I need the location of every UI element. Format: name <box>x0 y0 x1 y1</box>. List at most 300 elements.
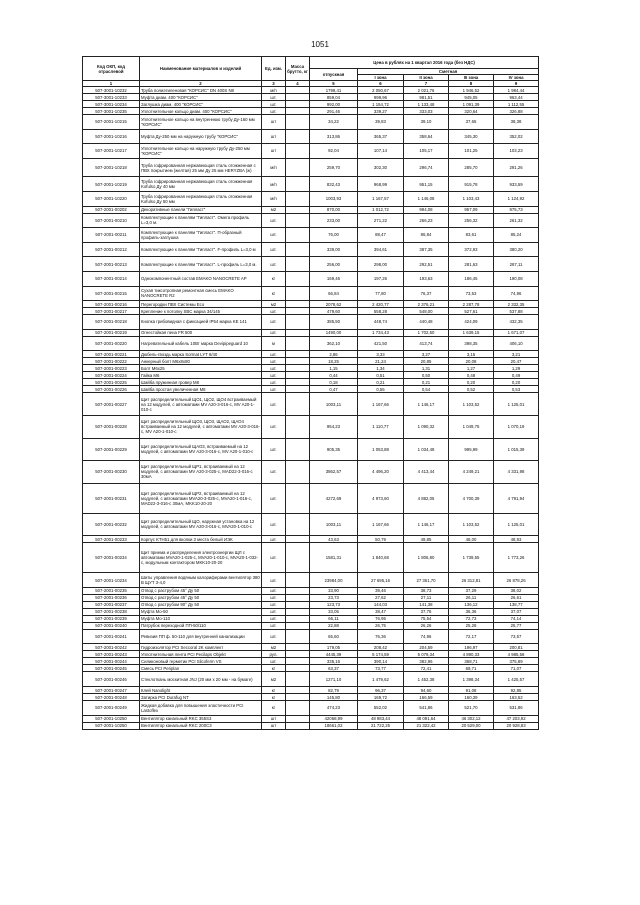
release-price-cell: 859,04 <box>310 94 358 101</box>
item-name-cell: Щит распределительный ЩР2, встраиваемый на 12 модулей, с автоматами MVA20-3-025-с, MVA20-1-016-с, MAD22-3-016-с 30мA, MKK10-20-20 <box>140 483 262 513</box>
zone-3-price-cell: 1 049,75 <box>449 415 494 438</box>
zone-4-price-cell: 26 878,26 <box>494 573 539 588</box>
zone-4-price-cell: 47 203,92 <box>494 715 539 722</box>
item-name-cell: Отвод с раструбом 45° Ду 50 <box>140 594 262 601</box>
zone-3-price-cell: 83,61 <box>449 228 494 243</box>
zone-2-price-cell: 440,48 <box>404 315 449 330</box>
zone-1-price-cell: 76,36 <box>358 629 404 644</box>
item-unit-cell: шт <box>262 722 286 729</box>
table-row <box>83 144 539 159</box>
zone-1-price-cell: 365,37 <box>358 129 404 144</box>
zone-1-price-cell: 77,80 <box>358 286 404 301</box>
item-name-cell: Комплектующие к панелям "Гипласт". F-профиль L=3,0 м <box>140 242 262 257</box>
item-name-cell: Муфта Ду-250 мм на наружную трубу "КОРСИС" <box>140 129 262 144</box>
item-code-cell: 507-2001-00210 <box>83 213 140 228</box>
item-unit-cell: м/п <box>262 158 286 177</box>
item-unit-cell: рул. <box>262 651 286 658</box>
release-price-cell: 65,60 <box>310 629 358 644</box>
item-name-cell: Шайба простая увеличенная M8 <box>140 386 262 393</box>
zone-4-price-cell: 1 124,92 <box>494 191 539 206</box>
table-row <box>83 115 539 130</box>
zone-3-price-cell: 372,93 <box>449 242 494 257</box>
item-mass-cell <box>286 308 310 315</box>
item-name-cell: Муфта диам. 400 "КОРСИС" <box>140 94 262 101</box>
item-name-cell: Гидроизолятор PCI Seccoral 2K комплект <box>140 644 262 651</box>
item-unit-cell: шт. <box>262 615 286 622</box>
item-mass-cell <box>286 438 310 461</box>
zone-3-price-cell: 1 103,43 <box>449 191 494 206</box>
item-unit-cell: шт <box>262 129 286 144</box>
zone-4-price-cell: 291,26 <box>494 158 539 177</box>
zone-2-price-cell: 541,86 <box>404 701 449 716</box>
zone-3-price-cell: 1 946,52 <box>449 87 494 94</box>
zone-1-price-cell: 27,62 <box>358 594 404 601</box>
item-mass-cell <box>286 594 310 601</box>
zone-2-price-cell: 548,00 <box>404 308 449 315</box>
table-row <box>83 573 539 588</box>
zone-3-price-cell: 196,97 <box>449 644 494 651</box>
item-unit-cell: шт. <box>262 213 286 228</box>
release-price-cell: 18,25 <box>310 358 358 365</box>
zone-4-price-cell: 85,24 <box>494 228 539 243</box>
zone-4-price-cell: 4 985,58 <box>494 651 539 658</box>
item-code-cell: 507-2001-10219 <box>83 177 140 192</box>
zone-2-price-cell: 5 079,34 <box>404 651 449 658</box>
item-name-cell: Кнопка грибовидная с фиксацией IP54 марка KE 141 <box>140 315 262 330</box>
item-name-cell: Щит распределительный ЩАО3, встраиваемый на 12 модулей, с автоматами MV A20-3-016-с, MV A20-1-010-с <box>140 438 262 461</box>
zone-3-price-cell: 398,35 <box>449 336 494 351</box>
item-unit-cell: м2 <box>262 301 286 308</box>
zone-1-price-cell: 4 973,60 <box>358 483 404 513</box>
item-name-cell: Анкерный болт M6x8x80 <box>140 358 262 365</box>
release-price-cell: 1003,11 <box>310 513 358 536</box>
item-name-cell: Однокомпонентный состав EMAKO NANOCRETE AP <box>140 271 262 286</box>
zone-3-price-cell: 368,71 <box>449 658 494 665</box>
item-unit-cell: шт. <box>262 461 286 484</box>
zone-4-price-cell: 1 671,07 <box>494 329 539 336</box>
table-row <box>83 701 539 716</box>
zone-2-price-cell: 1,31 <box>404 365 449 372</box>
zone-1-price-cell: 21,24 <box>358 358 404 365</box>
zone-3-price-cell: 4 249,21 <box>449 461 494 484</box>
item-name-cell: Муфта Мо-110 <box>140 615 262 622</box>
zone-2-price-cell: 166,59 <box>404 694 449 701</box>
item-unit-cell: шт. <box>262 608 286 615</box>
zone-2-price-cell: 49,85 <box>404 536 449 543</box>
item-code-cell: 507-3001-10235 <box>83 108 140 115</box>
zone-4-price-cell: 190,08 <box>494 271 539 286</box>
item-mass-cell <box>286 651 310 658</box>
zone-1-price-cell: 208,42 <box>358 644 404 651</box>
item-code-cell: 507-2001-00225 <box>83 379 140 386</box>
item-code-cell: 507-2001-00237 <box>83 601 140 608</box>
zone-1-price-cell: 1 053,88 <box>358 438 404 461</box>
table-row <box>83 242 539 257</box>
zone-2-price-cell: 39,10 <box>404 115 449 130</box>
item-mass-cell <box>286 658 310 665</box>
zone-3-price-cell: 1 103,52 <box>449 393 494 416</box>
item-unit-cell: шт. <box>262 629 286 644</box>
release-price-cell: 992,00 <box>310 101 358 108</box>
zone-2-price-cell: 266,23 <box>404 213 449 228</box>
zone-4-price-cell: 287,11 <box>494 257 539 272</box>
item-unit-cell: шт. <box>262 415 286 438</box>
table-row <box>83 587 539 594</box>
zone-1-price-cell: 1 167,66 <box>358 393 404 416</box>
zone-4-price-cell: 1 125,01 <box>494 513 539 536</box>
table-row <box>83 336 539 351</box>
zone-2-price-cell: 2 376,21 <box>404 301 449 308</box>
release-price-cell: 335,16 <box>310 658 358 665</box>
zone-2-price-cell: 86,84 <box>404 228 449 243</box>
zone-3-price-cell: 2 287,78 <box>449 301 494 308</box>
table-row <box>83 213 539 228</box>
item-code-cell: 507-2001-00219 <box>83 329 140 336</box>
table-row <box>83 315 539 330</box>
item-mass-cell <box>286 351 310 358</box>
item-mass-cell <box>286 242 310 257</box>
item-unit-cell: кг <box>262 687 286 694</box>
item-unit-cell: м <box>262 336 286 351</box>
zone-1-price-cell: 1 154,72 <box>358 101 404 108</box>
item-unit-cell: шт. <box>262 601 286 608</box>
item-name-cell: Шайба пружинная гровер M8 <box>140 379 262 386</box>
zone-2-price-cell: 382,96 <box>404 658 449 665</box>
zone-3-price-cell: 3,15 <box>449 351 494 358</box>
item-mass-cell <box>286 415 310 438</box>
item-mass-cell <box>286 701 310 716</box>
item-mass-cell <box>286 213 310 228</box>
zone-2-price-cell: 75,54 <box>404 615 449 622</box>
page-number: 1051 <box>311 40 329 49</box>
release-price-cell: 905,35 <box>310 438 358 461</box>
item-code-cell: 507-2001-00234 <box>83 543 140 573</box>
zone-4-price-cell: 352,02 <box>494 129 539 144</box>
zone-1-price-cell: 1 840,68 <box>358 543 404 573</box>
table-row <box>83 543 539 573</box>
item-code-cell: 507-2001-00221 <box>83 351 140 358</box>
item-mass-cell <box>286 461 310 484</box>
item-unit-cell: шт. <box>262 308 286 315</box>
zone-2-price-cell: 413,74 <box>404 336 449 351</box>
zone-1-price-cell: 999,96 <box>358 94 404 101</box>
zone-4-price-cell: 933,59 <box>494 177 539 192</box>
table-row <box>83 629 539 644</box>
zone-1-price-cell: 1 167,57 <box>358 191 404 206</box>
zone-2-price-cell: 2 021,76 <box>404 87 449 94</box>
table-row <box>83 483 539 513</box>
zone-3-price-cell: 46 302,12 <box>449 715 494 722</box>
item-unit-cell: м2 <box>262 206 286 213</box>
item-name-cell: Дюбель-гвоздь марка Sormat LYT 8/40 <box>140 351 262 358</box>
table-row <box>83 601 539 608</box>
zone-2-price-cell: 105,17 <box>404 144 449 159</box>
release-price-cell: 0,47 <box>310 386 358 393</box>
item-code-cell: 507-2001-00238 <box>83 608 140 615</box>
zone-3-price-cell: 91,08 <box>449 687 494 694</box>
item-unit-cell: м/п <box>262 177 286 192</box>
item-name-cell: Силиконовый герметик PCI Silcoferm VS <box>140 658 262 665</box>
table-row <box>83 271 539 286</box>
item-mass-cell <box>286 722 310 729</box>
column-index-cell: 4 <box>286 81 310 87</box>
release-price-cell: 1003,11 <box>310 393 358 416</box>
zone-3-price-cell: 1 398,34 <box>449 672 494 687</box>
zone-4-price-cell: 163,52 <box>494 694 539 701</box>
release-price-cell: 43,63 <box>310 536 358 543</box>
item-mass-cell <box>286 271 310 286</box>
zone-3-price-cell: 281,63 <box>449 257 494 272</box>
zone-2-price-cell: 76,37 <box>404 286 449 301</box>
item-mass-cell <box>286 228 310 243</box>
item-unit-cell: шт <box>262 715 286 722</box>
item-mass-cell <box>286 587 310 594</box>
zone-1-price-cell: 39,46 <box>358 587 404 594</box>
zone-4-price-cell: 200,81 <box>494 644 539 651</box>
zone-2-price-cell: 141,38 <box>404 601 449 608</box>
release-price-cell: 33,05 <box>310 608 358 615</box>
item-name-cell: Смесь PCI Periplan <box>140 665 262 672</box>
zone-4-price-cell: 138,77 <box>494 601 539 608</box>
header-zone-4: IV зона <box>494 75 539 81</box>
column-index-cell: 6 <box>358 81 404 87</box>
item-unit-cell: шт. <box>262 358 286 365</box>
zone-1-price-cell: 169,72 <box>358 694 404 701</box>
zone-3-price-cell: 26,11 <box>449 594 494 601</box>
item-code-cell: 507-2001-00214 <box>83 271 140 286</box>
item-name-cell: Комплектующие к панелям "Гипласт". П-образный профиль-заглушка <box>140 228 262 243</box>
item-unit-cell: кг <box>262 286 286 301</box>
zone-2-price-cell: 27,11 <box>404 594 449 601</box>
item-code-cell: 507-2001-00232 <box>83 513 140 536</box>
item-name-cell: Отвод с раструбом 45° Ду 50 <box>140 587 262 594</box>
item-name-cell: Крепление к потолку SBC марка 34/145 <box>140 308 262 315</box>
item-mass-cell <box>286 108 310 115</box>
zone-3-price-cell: 945,05 <box>449 94 494 101</box>
item-unit-cell: шт. <box>262 379 286 386</box>
zone-4-price-cell: 326,88 <box>494 108 539 115</box>
zone-2-price-cell: 27 361,70 <box>404 573 449 588</box>
item-mass-cell <box>286 129 310 144</box>
table-row <box>83 393 539 416</box>
item-code-cell: 507-2001-00241 <box>83 629 140 644</box>
zone-2-price-cell: 1 146,08 <box>404 191 449 206</box>
zone-1-price-cell: 552,02 <box>358 701 404 716</box>
zone-2-price-cell: 37,76 <box>404 608 449 615</box>
zone-1-price-cell: 1 479,62 <box>358 672 404 687</box>
zone-1-price-cell: 48 983,44 <box>358 715 404 722</box>
item-mass-cell <box>286 483 310 513</box>
release-price-cell: 4445,39 <box>310 651 358 658</box>
column-index-cell: 7 <box>404 81 449 87</box>
zone-1-price-cell: 1 167,66 <box>358 513 404 536</box>
zone-1-price-cell: 197,26 <box>358 271 404 286</box>
item-mass-cell <box>286 191 310 206</box>
item-name-cell: Вентилятор канальный RKC 200C3 <box>140 722 262 729</box>
release-price-cell: 22,88 <box>310 622 358 629</box>
item-mass-cell <box>286 301 310 308</box>
item-mass-cell <box>286 177 310 192</box>
zone-1-price-cell: 3,33 <box>358 351 404 358</box>
table-row <box>83 358 539 365</box>
item-unit-cell: шт. <box>262 513 286 536</box>
item-mass-cell <box>286 543 310 573</box>
zone-4-price-cell: 375,89 <box>494 658 539 665</box>
item-unit-cell: м2 <box>262 644 286 651</box>
item-mass-cell <box>286 358 310 365</box>
table-row <box>83 308 539 315</box>
item-code-cell: 507-2001-00244 <box>83 658 140 665</box>
item-code-cell: 507-3001-10233 <box>83 94 140 101</box>
release-price-cell: 92,04 <box>310 144 358 159</box>
zone-1-price-cell: 298,00 <box>358 257 404 272</box>
zone-2-price-cell: 1 133,48 <box>404 101 449 108</box>
item-unit-cell: кг <box>262 665 286 672</box>
item-name-cell: Сухая тиксотропная ремонтная смесь EMAKO NANOCRETE R2 <box>140 286 262 301</box>
zone-3-price-cell: 25,28 <box>449 622 494 629</box>
zone-4-price-cell: 1 015,39 <box>494 438 539 461</box>
price-table <box>82 56 539 730</box>
item-code-cell: 507-2001-00230 <box>83 461 140 484</box>
zone-3-price-cell: 101,25 <box>449 144 494 159</box>
table-row <box>83 177 539 192</box>
zone-2-price-cell: 20,85 <box>404 358 449 365</box>
table-row <box>83 622 539 629</box>
table-row <box>83 644 539 651</box>
item-mass-cell <box>286 386 310 393</box>
zone-4-price-cell: 71,07 <box>494 665 539 672</box>
item-code-cell: 507-2001-00243 <box>83 651 140 658</box>
item-name-cell: Шиты управления водяным калориферами вентилятор 380 В ЩУТ 3-4,0 <box>140 573 262 588</box>
zone-4-price-cell: 963,44 <box>494 94 539 101</box>
item-mass-cell <box>286 672 310 687</box>
item-code-cell: 507-2001-10215 <box>83 115 140 130</box>
zone-4-price-cell: 2 332,35 <box>494 301 539 308</box>
zone-4-price-cell: 1 112,55 <box>494 101 539 108</box>
item-name-cell: Гайка M6 <box>140 372 262 379</box>
release-price-cell: 1490,00 <box>310 329 358 336</box>
item-code-cell: 507-2001-00202 <box>83 206 140 213</box>
release-price-cell: 339,00 <box>310 242 358 257</box>
zone-1-price-cell: 302,30 <box>358 158 404 177</box>
item-name-cell: Жидкая добавка для повышения эластичности PCI Lastoflex <box>140 701 262 716</box>
zone-1-price-cell: 88,47 <box>358 228 404 243</box>
zone-1-price-cell: 1 110,77 <box>358 415 404 438</box>
item-unit-cell: шт. <box>262 315 286 330</box>
zone-2-price-cell: 74,96 <box>404 629 449 644</box>
item-mass-cell <box>286 94 310 101</box>
zone-4-price-cell: 261,32 <box>494 213 539 228</box>
item-mass-cell <box>286 622 310 629</box>
zone-2-price-cell: 333,03 <box>404 108 449 115</box>
item-unit-cell: шт <box>262 144 286 159</box>
item-name-cell: Корпус KTH51 для вкопки 3 места белый ИЭК <box>140 536 262 543</box>
zone-2-price-cell: 26,26 <box>404 622 449 629</box>
zone-2-price-cell: 48 091,64 <box>404 715 449 722</box>
item-code-cell: 507-2001-10216 <box>83 129 140 144</box>
item-unit-cell: шт. <box>262 372 286 379</box>
item-code-cell: 507-2001-00246 <box>83 672 140 687</box>
zone-3-price-cell: 285,70 <box>449 158 494 177</box>
header-zone-1: I зона <box>358 75 404 81</box>
zone-2-price-cell: 72,41 <box>404 665 449 672</box>
release-price-cell: 23,73 <box>310 594 358 601</box>
release-price-cell: 832,43 <box>310 177 358 192</box>
item-unit-cell: шт. <box>262 438 286 461</box>
zone-2-price-cell: 1 452,38 <box>404 672 449 687</box>
item-code-cell: 507-2001-00249 <box>83 701 140 716</box>
zone-1-price-cell: 339,27 <box>358 108 404 115</box>
zone-1-price-cell: 421,50 <box>358 336 404 351</box>
item-code-cell: 507-2001-00226 <box>83 386 140 393</box>
zone-3-price-cell: 4 890,33 <box>449 651 494 658</box>
item-code-cell: 507-2001-00213 <box>83 257 140 272</box>
item-code-cell: 507-2001-00222 <box>83 358 140 365</box>
zone-2-price-cell: 1 702,50 <box>404 329 449 336</box>
table-row <box>83 301 539 308</box>
item-code-cell: 507-2001-00229 <box>83 438 140 461</box>
item-unit-cell: кг <box>262 271 286 286</box>
zone-4-price-cell: 1 125,01 <box>494 393 539 416</box>
header-release-price: отпускная <box>310 69 358 81</box>
table-row <box>83 513 539 536</box>
zone-3-price-cell: 20,08 <box>449 358 494 365</box>
table-row <box>83 672 539 687</box>
zone-1-price-cell: 38,47 <box>358 608 404 615</box>
table-row <box>83 536 539 543</box>
item-name-cell: Патрубок переходной ПП-50/110 <box>140 622 262 629</box>
header-name: Наименование материалов и изделий <box>140 57 262 81</box>
zone-2-price-cell: 387,35 <box>404 242 449 257</box>
zone-4-price-cell: 25,77 <box>494 622 539 629</box>
item-mass-cell <box>286 329 310 336</box>
zone-1-price-cell: 1 734,43 <box>358 329 404 336</box>
release-price-cell: 34,22 <box>310 115 358 130</box>
table-row <box>83 108 539 115</box>
zone-3-price-cell: 26 312,81 <box>449 573 494 588</box>
item-code-cell: 507-2001-10234 <box>83 573 140 588</box>
item-unit-cell: шт. <box>262 329 286 336</box>
table-row <box>83 351 539 358</box>
item-unit-cell: шт. <box>262 257 286 272</box>
item-code-cell: 507-2001-10250 <box>83 715 140 722</box>
zone-2-price-cell: 1 806,80 <box>404 543 449 573</box>
item-name-cell: Уплотнительное кольцо диам. 400 "КОРСИС" <box>140 108 262 115</box>
release-price-cell: 4272,69 <box>310 483 358 513</box>
item-mass-cell <box>286 715 310 722</box>
release-price-cell: 362,10 <box>310 336 358 351</box>
release-price-cell: 1271,10 <box>310 672 358 687</box>
release-price-cell: 123,73 <box>310 601 358 608</box>
zone-3-price-cell: 37,65 <box>449 115 494 130</box>
item-unit-cell: шт. <box>262 365 286 372</box>
item-name-cell: Щит распределительный ЩР1, встраиваемый на 12 модулей, с автоматами MV A20-3-025-с, MAD22-3-016-с 30мA <box>140 461 262 484</box>
zone-3-price-cell: 48,00 <box>449 536 494 543</box>
item-mass-cell <box>286 393 310 416</box>
release-price-cell: 313,86 <box>310 129 358 144</box>
item-code-cell: 507-2001-00231 <box>83 483 140 513</box>
zone-4-price-cell: 92,85 <box>494 687 539 694</box>
item-code-cell: 507-2001-00228 <box>83 415 140 438</box>
item-name-cell: Уплотнительное кольцо на внутреннюю трубу Ду-160 мм "КОРСИС" <box>140 115 262 130</box>
item-unit-cell: шт <box>262 115 286 130</box>
item-unit-cell: шт. <box>262 658 286 665</box>
zone-4-price-cell: 103,23 <box>494 144 539 159</box>
item-unit-cell: кг <box>262 701 286 716</box>
item-unit-cell: шт. <box>262 483 286 513</box>
item-code-cell: 507-2001-00240 <box>83 622 140 629</box>
zone-3-price-cell: 957,09 <box>449 206 494 213</box>
